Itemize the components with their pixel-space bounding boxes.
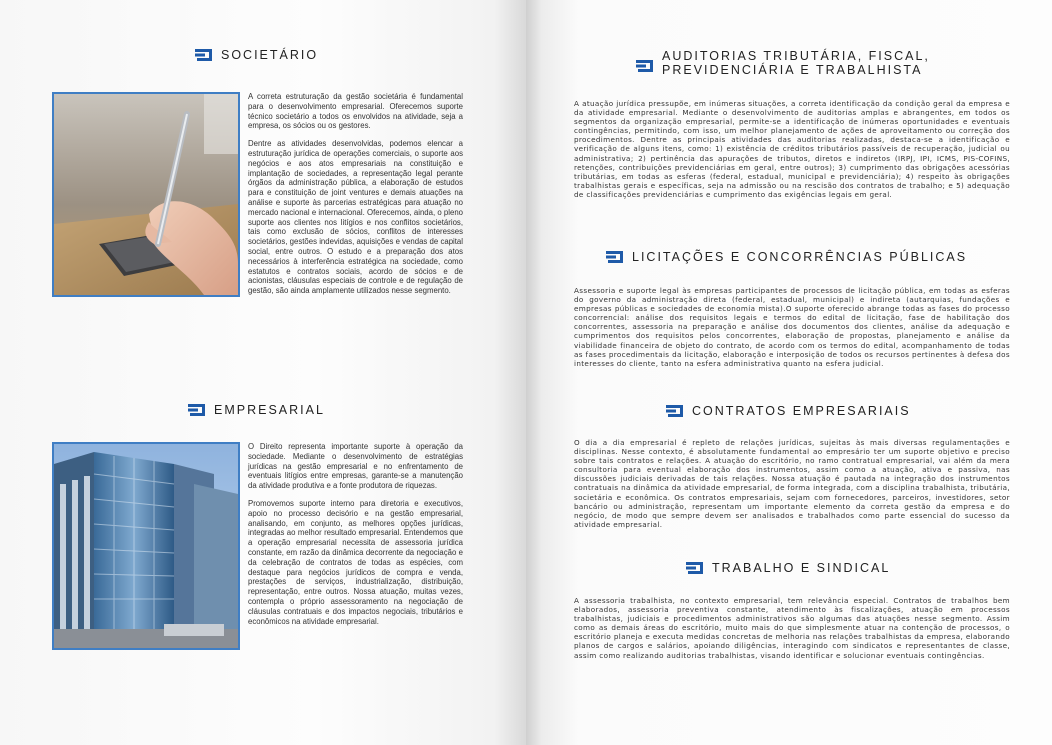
section-logo-icon bbox=[606, 251, 625, 263]
heading-title: CONTRATOS EMPRESARIAIS bbox=[692, 404, 911, 418]
trabalho-text: A assessoria trabalhista, no contexto empresarial, tem relevância especial. Contratos de trabalhos bem elaborados, assessoria preventiva constante, atendimento às fiscalizações, atuação em processos trabalhistas, judiciais e procedimentos administrativos são algumas das atuações nesse segmento. Assim como as demais áreas do escritório, muito mais do que simplesmente atuar na contenção de processos, o escritório planeja e executa medidas concretas de melhoria nas relações trabalhistas da empresa, elaborando planos de cargos e salários, apoiando diligências, interagindo com sindicatos e representantes de classe, assim como realizando auditorias trabalhistas, visando identificar e solucionar eventuais contingências. bbox=[574, 596, 1010, 660]
heading-title-line-1: AUDITORIAS TRIBUTÁRIA, FISCAL, bbox=[662, 49, 930, 63]
hand-writing-illustration bbox=[54, 94, 238, 295]
heading-title: EMPRESARIAL bbox=[214, 403, 325, 417]
heading-auditorias bbox=[636, 49, 930, 77]
empresarial-text bbox=[52, 442, 463, 652]
empresarial-paragraph-1: O Direito representa importante suporte à operação da sociedade. Mediante o desenvolvimento de estratégias jurídicas na gestão empresarial e no enfrentamento de eventuais litígios entre empresas, garante-se a manutenção da atividade produtiva e a fonte produtora de riquezas. bbox=[248, 442, 463, 491]
heading-societario bbox=[195, 48, 318, 62]
heading-empresarial bbox=[188, 403, 325, 417]
societario-text bbox=[52, 92, 463, 304]
building-illustration bbox=[54, 444, 238, 648]
office-building-photo bbox=[52, 442, 240, 650]
contratos-text: O dia a dia empresarial é repleto de relações jurídicas, sujeitas às mais diversas regulamentações e disciplinas. Nesse contexto, é absolutamente fundamental ao empresário ter um suporte objetivo e preciso sobre tais contratos e relações. A atuação do escritório, no ramo contratual empresarial, vai além da mera consultoria para eventual elaboração dos instrumentos, assim como a atuação, ativa e passiva, nas discussões judiciais derivadas de tais relações. Nossa atuação é pautada na integração dos instrumentos contratuais na dinâmica da atividade empresarial, de forma integrada, com a disciplina trabalhista, tributária, societária e econômica. Os contratos empresariais, sejam com fornecedores, parceiros, investidores, setor bancário ou administração, representam um importante elemento da correta gestão da empresa e do negócio, de modo que sempre devem ser analisados e trabalhados como parte essencial do sucesso da atividade empresarial. bbox=[574, 438, 1010, 529]
heading-title: SOCIETÁRIO bbox=[221, 48, 319, 62]
section-logo-icon bbox=[195, 49, 214, 61]
societario-paragraph-2: Dentre as atividades desenvolvidas, podemos elencar a estruturação jurídica de operações comerciais, o suporte aos negócios e aos atos empresariais na constituição e implantação de sociedades, a representação legal perante órgãos da administração pública, a elaboração de estudos para e constituição de joint ventures e demais atuações na análise e suporte às parcerias estratégicas para atuação no mercado nacional e internacional. Oferecemos, ainda, o pleno suporte aos clientes nos litígios e nos conflitos societários, tais como exclusão de sócios, conflitos de interesses societários, gestões indevidas, aquisições e vendas de capital social, entre outros. O estudo e a preparação dos atos necessários à interferência estratégica na sociedade, como estatutos e contratos sociais, acordo de sócios e de acionistas, cláusulas especiais de controle e de regulação de gestão, são ainda amplamente utilizados nesse segmento. bbox=[248, 139, 463, 296]
heading-contratos bbox=[666, 404, 911, 418]
section-logo-icon bbox=[188, 404, 207, 416]
hand-writing-photo bbox=[52, 92, 240, 297]
section-logo-icon bbox=[686, 562, 705, 574]
section-logo-icon bbox=[636, 60, 655, 72]
section-logo-icon bbox=[666, 405, 685, 417]
auditorias-text: A atuação jurídica pressupõe, em inúmeras situações, a correta identificação da condição geral da empresa e da atividade empresarial. Mediante o desenvolvimento de auditorias amplas e abrangentes, em todos os segmentos da organização empresarial, permite-se a identificação de inúmeras oportunidades e eventuais contingências, permitindo, com isso, um melhor planejamento de ações de aproveitamento ou correção dos procedimentos. Dentre as principais atividades das auditorias realizadas, destaca-se a identificação e verificação de alguns itens, como: 1) existência de créditos tributários passíveis de recuperação, judicial ou administrativa; 2) pertinência das apurações de tributos, diretos e indiretos (IRPJ, IPI, ICMS, PIS-COFINS, retenções, contribuições previdenciárias em geral, entre outros); 3) cumprimento das obrigações acessórias tributárias, em todas as esferas (federal, estadual, municipal e previdenciária); 4) respeito às obrigações trabalhistas gerais e específicas, seja na admissão ou na rescisão dos contratos de trabalho; e 5) adequação de classificações previdenciárias e cumprimento das exigências legais em geral. bbox=[574, 99, 1010, 199]
right-page bbox=[526, 0, 1052, 745]
licitacoes-text: Assessoria e suporte legal às empresas participantes de processos de licitação pública, em todas as esferas do governo da administração direta (federal, estadual, municipal) e indireta (autarquias, fundações e empresas públicas e sociedades de economia mista).O suporte oferecido abrange todas as fases do processo concorrencial: análise dos requisitos legais e termos do edital de licitação, fase de habilitação dos concorrentes, assessoria na preparação e análise dos documentos dos clientes, análise da adequação e cumprimentos dos requisitos pelos concorrentes, elaboração de propostas, planejamento e análise da viabilidade financeira de objeto do contrato, de acordo com os termos do edital, acompanhamento de todas as fases procedimentais da licitação, elaboração e interposição de todos os recursos pertinentes à defesa dos interesses do cliente, tanto na esfera administrativa quanto na esfera judicial. bbox=[574, 286, 1010, 368]
heading-title: LICITAÇÕES E CONCORRÊNCIAS PÚBLICAS bbox=[632, 250, 968, 264]
heading-title: TRABALHO E SINDICAL bbox=[712, 561, 891, 575]
societario-paragraph-1: A correta estruturação da gestão societária é fundamental para o desenvolvimento empresarial. Oferecemos suporte técnico societário a todos os envolvidos na atividade, seja a empresa, os sócios ou os gestores. bbox=[248, 92, 463, 131]
empresarial-paragraph-2: Promovemos suporte interno para diretoria e executivos, apoio no processo decisório e na gestão empresarial, analisando, em conjunto, as melhores opções jurídicas, integradas ao melhor resultado empresarial. Entendemos que a operação empresarial necessita de assessoria jurídica constante, em razão da dinâmica decorrente da negociação e da celebração de contratos de todas as espécies, com destaque para negócios jurídicos de compra e venda, prestações de serviços, industrialização, distribuição, representação, entre outros. Nossa atuação, muitas vezes, contempla o próprio assessoramento na negociação de cláusulas contratuais e dos impactos negociais, tributários e econômicos na atividade empresarial. bbox=[248, 498, 463, 626]
heading-title-line-2: PREVIDENCIÁRIA E TRABALHISTA bbox=[662, 63, 923, 77]
heading-trabalho bbox=[686, 561, 890, 575]
heading-licitacoes bbox=[606, 250, 967, 264]
